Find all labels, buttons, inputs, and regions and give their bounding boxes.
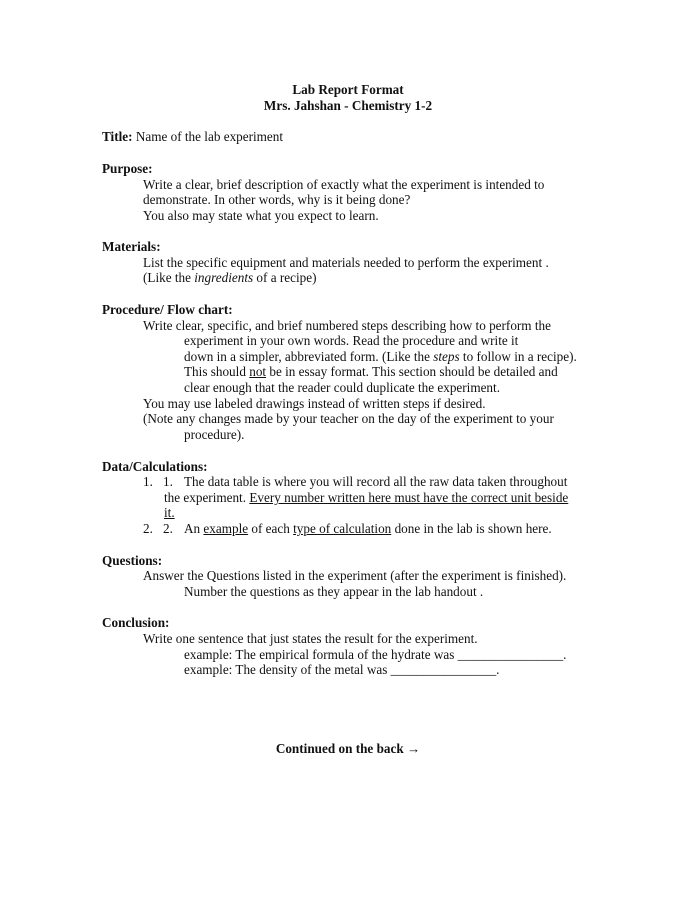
conclusion-line: example: The density of the metal was ________________. xyxy=(184,662,500,677)
text-run: the experiment. xyxy=(164,490,250,505)
title-section xyxy=(102,129,283,145)
text-run: down in a simpler, abbreviated form. (Like the xyxy=(184,349,434,364)
materials-heading: Materials: xyxy=(102,239,161,254)
conclusion-heading: Conclusion: xyxy=(102,615,170,630)
procedure-line: You may use labeled drawings instead of written steps if desired. xyxy=(143,396,486,411)
text-run: to follow in a recipe). xyxy=(459,349,577,364)
list-item: The data table is where you will record all the raw data taken throughout xyxy=(184,474,568,489)
document-subtitle: Mrs. Jahshan - Chemistry 1-2 xyxy=(263,98,433,113)
purpose-line: Write a clear, brief description of exactly what the experiment is intended to xyxy=(143,177,545,192)
text-run: not xyxy=(249,364,267,379)
procedure-line: (Note any changes made by your teacher on the day of the experiment to your xyxy=(143,411,554,426)
continued-on-back: Continued on the back → xyxy=(275,741,421,756)
list-number: 2. xyxy=(163,521,173,536)
text-run: An xyxy=(184,521,204,536)
list-number: 1. xyxy=(163,474,173,489)
title-label: Title: xyxy=(102,129,133,144)
text-run: be in essay format. This section should be detailed and xyxy=(266,364,558,379)
list-item xyxy=(184,521,552,537)
text-run: example xyxy=(203,521,249,536)
materials-line xyxy=(143,270,316,286)
text-run: This should xyxy=(184,364,250,379)
data-calculations-heading: Data/Calculations: xyxy=(102,459,208,474)
document-title: Lab Report Format xyxy=(292,82,404,97)
procedure-line: procedure). xyxy=(184,427,245,442)
conclusion-line: example: The empirical formula of the hydrate was ________________. xyxy=(184,647,567,662)
text-run: of each xyxy=(248,521,294,536)
text-run: (Like the xyxy=(143,270,195,285)
text-run: of a recipe) xyxy=(253,270,317,285)
procedure-line xyxy=(184,364,558,380)
questions-heading: Questions: xyxy=(102,553,163,568)
procedure-line: experiment in your own words. Read the procedure and write it xyxy=(184,333,519,348)
text-run: type of calculation xyxy=(293,521,392,536)
text-run: done in the lab is shown here. xyxy=(391,521,552,536)
procedure-line xyxy=(184,349,577,365)
list-item xyxy=(164,490,568,506)
conclusion-line: Write one sentence that just states the result for the experiment. xyxy=(143,631,478,646)
procedure-line: Write clear, specific, and brief numbered steps describing how to perform the xyxy=(143,318,551,333)
list-number: 1. xyxy=(143,474,153,489)
materials-line: List the specific equipment and materials needed to perform the experiment . xyxy=(143,255,549,270)
questions-line: Answer the Questions listed in the experiment (after the experiment is finished). xyxy=(143,568,567,583)
purpose-line: You also may state what you expect to learn. xyxy=(143,208,379,223)
list-item: it. xyxy=(164,505,175,520)
text-run: ingredients xyxy=(194,270,254,285)
questions-line: Number the questions as they appear in the lab handout . xyxy=(184,584,484,599)
title-text: Name of the lab experiment xyxy=(135,129,284,144)
text-run: Every number written here must have the correct unit beside xyxy=(249,490,569,505)
text-run: steps xyxy=(433,349,460,364)
procedure-heading: Procedure/ Flow chart: xyxy=(102,302,233,317)
procedure-line: clear enough that the reader could duplicate the experiment. xyxy=(184,380,500,395)
list-number: 2. xyxy=(143,521,153,536)
purpose-heading: Purpose: xyxy=(102,161,153,176)
purpose-line: demonstrate. In other words, why is it being done? xyxy=(143,192,411,207)
